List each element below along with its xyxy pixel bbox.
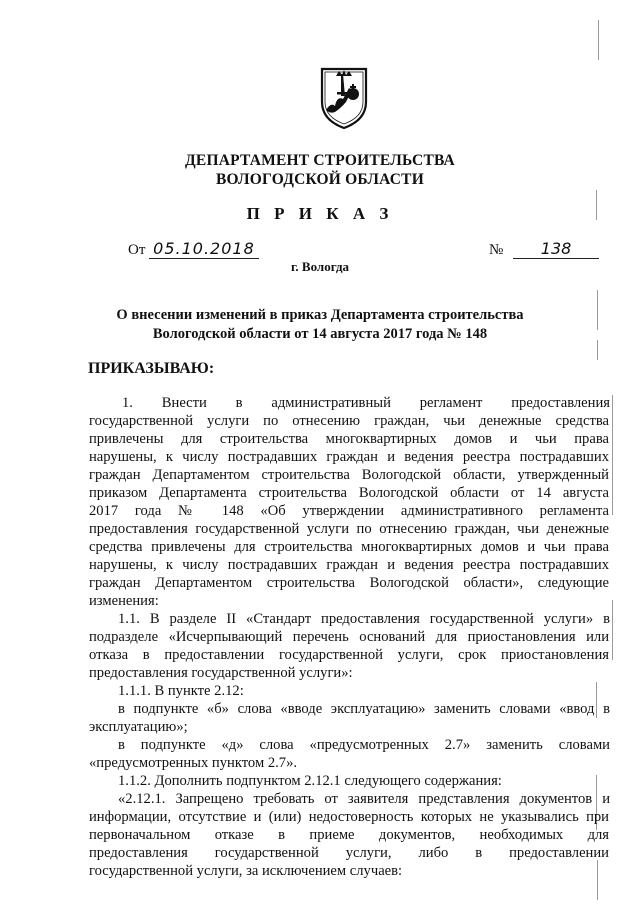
body-line: предоставления государственной услуги»: [89,665,353,681]
body-line: привлечены для строительства многоквартирных домов и чьи права [89,431,609,447]
body-line: в подпункте «б» слова «вводе эксплуатацию» заменить словами «ввод в [118,701,610,717]
body-line: граждан Департаментом строительства Вологодской области, утвержденный [89,467,609,483]
scan-edge-line [612,395,613,515]
scan-edge-line [612,600,613,660]
body-line: отказа в предоставлении государственной услуги, срок приостановления [89,647,609,663]
order-number [489,240,599,259]
body-line: «предусмотренных пунктом 2.7». [89,755,298,771]
date-prefix: От [128,242,146,258]
body-line: информации, отсутствие и (или) недостоверность которых не указывались при [89,809,609,825]
body-line: «2.12.1. Запрещено требовать от заявителя представления документов и [118,791,610,807]
vologda-oblast-coat-of-arms-icon [319,66,369,130]
body-line: 1.1.1. В пункте 2.12: [118,683,244,699]
body-line: нарушены, к числу пострадавших граждан и ведения реестра пострадавших [89,449,609,465]
body-line: нарушены, к числу пострадавших граждан и ведения реестра пострадавших [89,557,609,573]
body-line: 1.1. В разделе II «Стандарт предоставления государственной услуги» в [118,611,610,627]
city-label: г. Вологда [290,259,350,274]
order-heading: ПРИКАЗЫВАЮ: [88,360,215,377]
body-line: изменения: [89,593,159,609]
body-line: 2017 года № 148 «Об утверждении административного регламента [89,503,609,519]
subject-line1: О внесении изменений в приказ Департамента строительства [116,307,524,323]
scan-edge-line [598,20,599,60]
body-line: 1. Внести в административный регламент предоставления [122,395,610,411]
document-type-title: П Р И К А З [246,204,394,223]
body-line: 1.1.2. Дополнить подпунктом 2.12.1 следующего содержания: [118,773,502,789]
number-handwritten: 138 [513,240,599,259]
order-date [128,240,259,259]
department-name-line2: ВОЛОГОДСКОЙ ОБЛАСТИ [216,171,424,188]
body-line: средства привлечены для строительства многоквартирных домов и чьи права [89,539,609,555]
body-line: эксплуатацию»; [89,719,188,735]
body-line: первоначальном отказе в приеме документов, необходимых для [89,827,609,843]
department-name-line1: ДЕПАРТАМЕНТ СТРОИТЕЛЬСТВА [185,152,455,169]
body-line: государственной услуги, за исключением случаев: [89,863,403,879]
body-line: подразделе «Исчерпывающий перечень оснований для приостановления или [89,629,609,645]
body-line: государственной услуги по отнесению граждан, чьи денежные средства [89,413,609,429]
body-line: приказом Департамента строительства Вологодской области от 14 августа [89,485,609,501]
date-handwritten: 05.10.2018 [149,240,259,259]
body-line: в подпункте «д» слова «предусмотренных 2.7» заменить словами [118,737,610,753]
body-line: предоставления государственной услуги по отнесению граждан, чьи денежные [89,521,609,537]
scan-edge-line [597,340,598,360]
body-line: граждан Департаментом строительства Вологодской области», следующие [89,575,609,591]
subject-line2: Вологодской области от 14 августа 2017 года № 148 [152,326,488,342]
number-prefix: № [489,242,504,258]
body-line: предоставления государственной услуги, либо в предоставлении [89,845,609,861]
